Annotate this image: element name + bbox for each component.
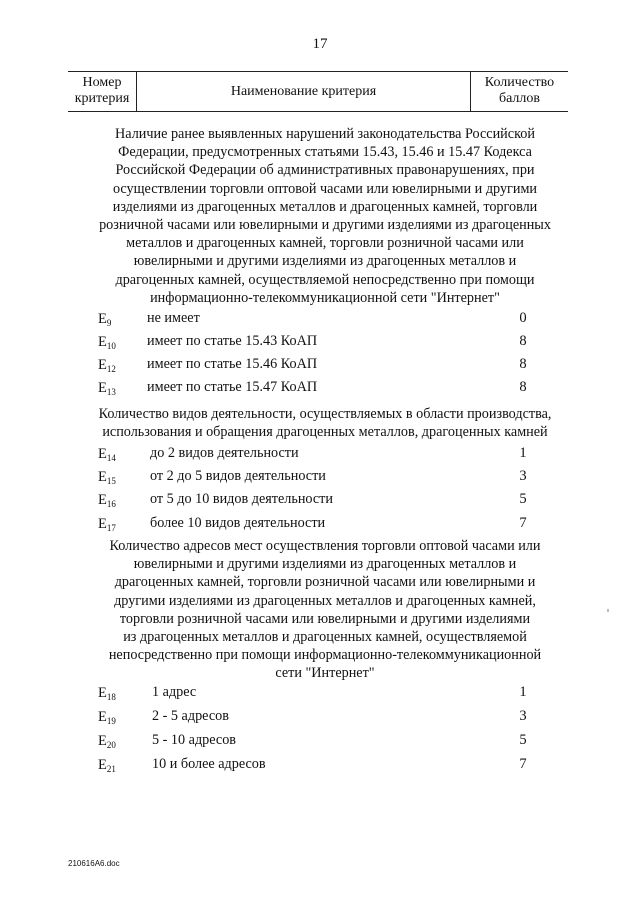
header-criterion-number: Номер критерия [74, 75, 130, 106]
criterion-name: имеет по статье 15.46 КоАП [147, 356, 318, 372]
criterion-name: от 5 до 10 видов деятельности [150, 491, 333, 507]
footer-filename: 210616A6.doc [68, 859, 120, 868]
criterion-name: 2 - 5 адресов [152, 708, 229, 724]
criterion-code: $E_{16}$ [98, 492, 116, 509]
criterion-code: $E_{10}$ [98, 334, 116, 351]
criterion-score: 8 [519, 379, 527, 395]
criterion-score: 8 [519, 356, 527, 372]
criterion-name: имеет по статье 15.47 КоАП [147, 379, 318, 395]
criterion-name: до 2 видов деятельности [150, 445, 299, 461]
criterion-code: $E_{13}$ [98, 380, 116, 397]
criterion-name: не имеет [147, 310, 200, 326]
section-title: Количество адресов мест осуществления торговли оптовой часами или ювелирными и другими изделиями из драгоценных металлов и драгоценных камней, торговли розничной часами или ювелирными и другими изделиями из драгоценных металлов и драгоценных камней, торговли розничной часами или ювелирными и другими изделиями из драгоценных металлов и драгоценных камней, осуществляемой непосредственно при помощи информационно-телекоммуникационной сети "Интернет" [108, 538, 542, 682]
criterion-code: $E_{20}$ [98, 733, 116, 750]
criterion-code: $E_{14}$ [98, 446, 116, 463]
criterion-code: $E_{15}$ [98, 469, 116, 486]
criterion-code: $E_{19}$ [98, 709, 116, 726]
criterion-code: $E_{17}$ [98, 516, 116, 533]
criterion-score: 1 [519, 445, 527, 461]
criterion-score: 7 [519, 515, 527, 531]
criterion-name: более 10 видов деятельности [150, 515, 326, 531]
criterion-code: $E_9$ [98, 311, 112, 328]
criterion-score: 3 [519, 708, 527, 724]
criterion-name: от 2 до 5 видов деятельности [150, 468, 326, 484]
criterion-code: $E_{21}$ [98, 757, 116, 774]
criterion-score: 5 [519, 732, 527, 748]
header-criterion-name: Наименование критерия [230, 84, 377, 99]
criterion-code: $E_{18}$ [98, 685, 116, 702]
criterion-score: 8 [519, 333, 527, 349]
section-title: Наличие ранее выявленных нарушений законодательства Российской Федерации, предусмотренных статьями 15.43, 15.46 и 15.47 Кодекса Российской Федерации об административных правонарушениях, при осуществлении торговли оптовой часами или ювелирными и другими изделиями из драгоценных металлов и драгоценных камней, торговли розничной часами или ювелирными и другими изделиями из драгоценных металлов и драгоценных камней, торговли розничной часами или ювелирными и другими изделиями из драгоценных металлов и драгоценных камней, осуществляемой непосредственно при помощи информационно-телекоммуникационной сети "Интернет" [99, 126, 551, 306]
page-number: 17 [312, 36, 328, 52]
criterion-name: 10 и более адресов [152, 756, 266, 772]
criterion-score: 0 [519, 310, 527, 326]
criterion-code: $E_{12}$ [98, 357, 116, 374]
section-title: Количество видов деятельности, осуществляемых в области производства, использования и обращения драгоценных металлов, драгоценных камней [98, 406, 552, 441]
criterion-name: 5 - 10 адресов [152, 732, 236, 748]
criterion-score: 7 [519, 756, 527, 772]
criterion-score: 5 [519, 491, 527, 507]
criterion-score: 1 [519, 684, 527, 700]
criterion-name: имеет по статье 15.43 КоАП [147, 333, 318, 349]
criterion-name: 1 адрес [152, 684, 197, 700]
header-score: Количество баллов [484, 75, 555, 106]
scan-speck [607, 609, 609, 612]
criterion-score: 3 [519, 468, 527, 484]
